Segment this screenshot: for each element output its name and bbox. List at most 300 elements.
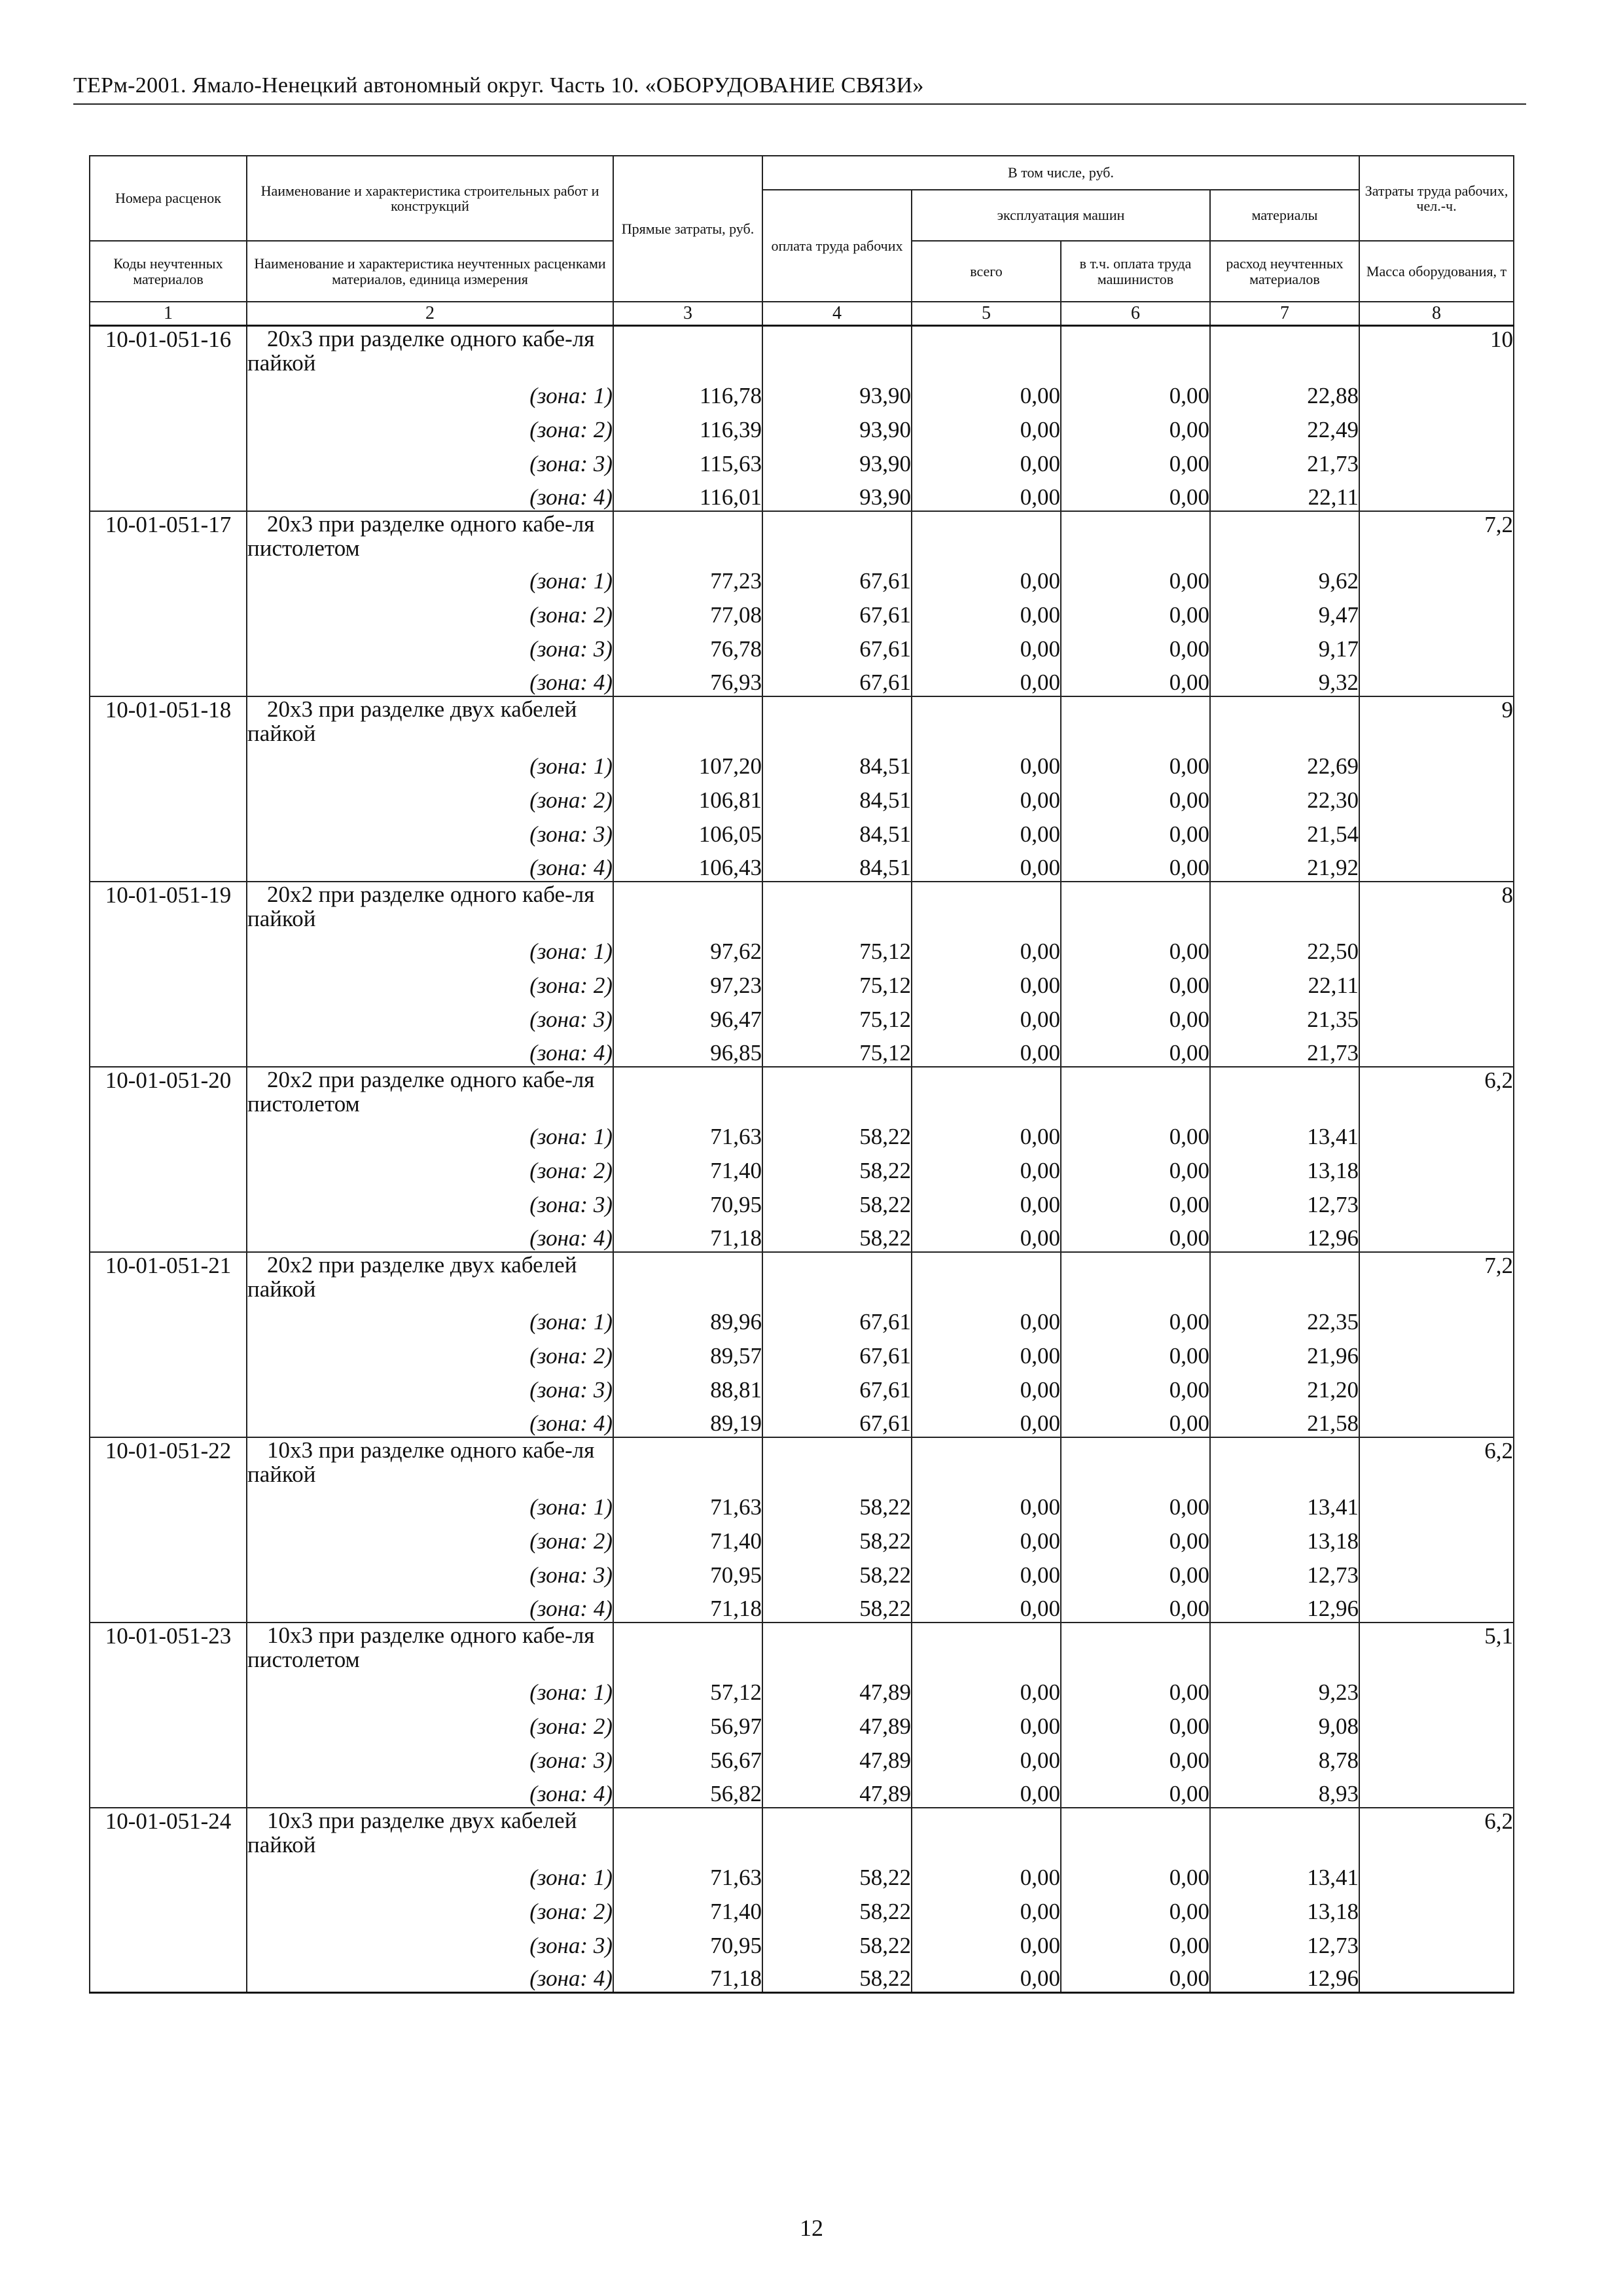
worker-pay-value: 67,61 <box>762 1369 912 1403</box>
col-unaccounted-materials: расход неучтенных материалов <box>1210 241 1359 302</box>
operator-pay-value: 0,00 <box>1061 1672 1210 1706</box>
direct-costs-value: 56,67 <box>613 1740 762 1774</box>
rate-code: 10-01-051-20 <box>90 1067 247 1116</box>
col-material-names: Наименование и характеристика неучтенных расценками материалов, единица измерения <box>247 241 613 302</box>
empty-cell <box>90 443 247 477</box>
empty-cell <box>762 325 912 375</box>
zone-label: (зона: 3) <box>247 1369 613 1403</box>
zone-row <box>90 560 1514 594</box>
empty-cell <box>912 1808 1061 1857</box>
zone-label: (зона: 4) <box>247 477 613 511</box>
zone-row <box>90 1740 1514 1774</box>
zone-label: (зона: 3) <box>247 1184 613 1218</box>
empty-cell <box>90 1520 247 1554</box>
machine-total-value: 0,00 <box>912 1891 1061 1925</box>
empty-cell <box>912 511 1061 560</box>
materials-value: 13,18 <box>1210 1891 1359 1925</box>
zone-label: (зона: 1) <box>247 1857 613 1891</box>
rate-title-row <box>90 1067 1514 1116</box>
empty-cell <box>90 1774 247 1808</box>
labor-cost: 7,2 <box>1359 511 1514 560</box>
column-numbers-row <box>90 302 1514 325</box>
empty-cell <box>90 560 247 594</box>
empty-cell <box>762 1808 912 1857</box>
worker-pay-value: 47,89 <box>762 1740 912 1774</box>
empty-cell <box>90 1959 247 1993</box>
zone-label: (зона: 2) <box>247 594 613 628</box>
empty-cell <box>1061 325 1210 375</box>
empty-cell <box>90 1301 247 1335</box>
col-operator-pay: в т.ч. оплата труда машинистов <box>1061 241 1210 302</box>
materials-value: 8,93 <box>1210 1774 1359 1808</box>
empty-cell <box>1359 931 1514 965</box>
machine-total-value: 0,00 <box>912 1403 1061 1437</box>
zone-row <box>90 780 1514 814</box>
empty-cell <box>1359 1925 1514 1959</box>
worker-pay-value: 47,89 <box>762 1672 912 1706</box>
worker-pay-value: 58,22 <box>762 1959 912 1993</box>
materials-value: 9,62 <box>1210 560 1359 594</box>
empty-cell <box>1359 814 1514 848</box>
worker-pay-value: 58,22 <box>762 1116 912 1150</box>
col-worker-pay: оплата труда рабочих <box>762 190 912 302</box>
zone-label: (зона: 1) <box>247 560 613 594</box>
column-number: 6 <box>1061 302 1210 325</box>
zone-label: (зона: 2) <box>247 1706 613 1740</box>
direct-costs-value: 70,95 <box>613 1184 762 1218</box>
materials-value: 22,30 <box>1210 780 1359 814</box>
empty-cell <box>912 1623 1061 1672</box>
zone-label: (зона: 1) <box>247 745 613 780</box>
worker-pay-value: 75,12 <box>762 965 912 999</box>
machine-total-value: 0,00 <box>912 1554 1061 1588</box>
empty-cell <box>90 1857 247 1891</box>
materials-value: 22,69 <box>1210 745 1359 780</box>
empty-cell <box>1359 1033 1514 1067</box>
operator-pay-value: 0,00 <box>1061 560 1210 594</box>
labor-cost: 7,2 <box>1359 1252 1514 1301</box>
col-material-codes: Коды неучтенных материалов <box>90 241 247 302</box>
empty-cell <box>1359 477 1514 511</box>
empty-cell <box>912 1437 1061 1486</box>
machine-total-value: 0,00 <box>912 965 1061 999</box>
machine-total-value: 0,00 <box>912 477 1061 511</box>
empty-cell <box>1061 1808 1210 1857</box>
rate-code: 10-01-051-18 <box>90 696 247 745</box>
empty-cell <box>1359 780 1514 814</box>
worker-pay-value: 67,61 <box>762 662 912 696</box>
labor-cost: 6,2 <box>1359 1437 1514 1486</box>
column-number: 3 <box>613 302 762 325</box>
labor-cost: 6,2 <box>1359 1067 1514 1116</box>
zone-row <box>90 662 1514 696</box>
worker-pay-value: 58,22 <box>762 1891 912 1925</box>
worker-pay-value: 75,12 <box>762 999 912 1033</box>
zone-row <box>90 1520 1514 1554</box>
empty-cell <box>1359 1554 1514 1588</box>
materials-value: 9,17 <box>1210 628 1359 662</box>
empty-cell <box>90 1706 247 1740</box>
zone-label: (зона: 4) <box>247 1403 613 1437</box>
zone-label: (зона: 2) <box>247 409 613 443</box>
zone-label: (зона: 4) <box>247 848 613 882</box>
column-number: 5 <box>912 302 1061 325</box>
operator-pay-value: 0,00 <box>1061 1218 1210 1252</box>
machine-total-value: 0,00 <box>912 1857 1061 1891</box>
worker-pay-value: 84,51 <box>762 780 912 814</box>
operator-pay-value: 0,00 <box>1061 1520 1210 1554</box>
empty-cell <box>1359 443 1514 477</box>
zone-label: (зона: 4) <box>247 1588 613 1623</box>
direct-costs-value: 71,40 <box>613 1150 762 1184</box>
empty-cell <box>613 882 762 931</box>
materials-value: 21,20 <box>1210 1369 1359 1403</box>
materials-value: 12,73 <box>1210 1184 1359 1218</box>
worker-pay-value: 58,22 <box>762 1184 912 1218</box>
materials-value: 9,47 <box>1210 594 1359 628</box>
direct-costs-value: 71,63 <box>613 1857 762 1891</box>
zone-row <box>90 594 1514 628</box>
empty-cell <box>1061 882 1210 931</box>
zone-row <box>90 848 1514 882</box>
zone-label: (зона: 2) <box>247 780 613 814</box>
empty-cell <box>90 965 247 999</box>
zone-row <box>90 375 1514 409</box>
empty-cell <box>613 325 762 375</box>
column-number: 2 <box>247 302 613 325</box>
empty-cell <box>1210 1067 1359 1116</box>
machine-total-value: 0,00 <box>912 999 1061 1033</box>
zone-label: (зона: 4) <box>247 1218 613 1252</box>
operator-pay-value: 0,00 <box>1061 1959 1210 1993</box>
direct-costs-value: 96,85 <box>613 1033 762 1067</box>
worker-pay-value: 93,90 <box>762 477 912 511</box>
materials-value: 9,23 <box>1210 1672 1359 1706</box>
empty-cell <box>912 325 1061 375</box>
worker-pay-value: 84,51 <box>762 848 912 882</box>
zone-row <box>90 1369 1514 1403</box>
empty-cell <box>90 1588 247 1623</box>
empty-cell <box>1359 628 1514 662</box>
operator-pay-value: 0,00 <box>1061 443 1210 477</box>
column-number: 1 <box>90 302 247 325</box>
materials-value: 12,73 <box>1210 1925 1359 1959</box>
operator-pay-value: 0,00 <box>1061 662 1210 696</box>
empty-cell <box>90 999 247 1033</box>
col-machine-ops: эксплуатация машин <box>912 190 1210 241</box>
operator-pay-value: 0,00 <box>1061 1301 1210 1335</box>
materials-value: 8,78 <box>1210 1740 1359 1774</box>
empty-cell <box>1359 1369 1514 1403</box>
column-number: 7 <box>1210 302 1359 325</box>
direct-costs-value: 97,62 <box>613 931 762 965</box>
empty-cell <box>613 1437 762 1486</box>
direct-costs-value: 115,63 <box>613 443 762 477</box>
direct-costs-value: 97,23 <box>613 965 762 999</box>
worker-pay-value: 75,12 <box>762 931 912 965</box>
col-total: всего <box>912 241 1061 302</box>
zone-row <box>90 1891 1514 1925</box>
zone-row <box>90 1925 1514 1959</box>
empty-cell <box>1359 1218 1514 1252</box>
machine-total-value: 0,00 <box>912 1774 1061 1808</box>
materials-value: 22,50 <box>1210 931 1359 965</box>
zone-label: (зона: 1) <box>247 375 613 409</box>
zone-label: (зона: 2) <box>247 1891 613 1925</box>
machine-total-value: 0,00 <box>912 931 1061 965</box>
zone-label: (зона: 3) <box>247 814 613 848</box>
empty-cell <box>90 780 247 814</box>
empty-cell <box>1359 745 1514 780</box>
materials-value: 21,54 <box>1210 814 1359 848</box>
rate-title: 20х3 при разделке двух кабелей пайкой <box>247 696 613 745</box>
direct-costs-value: 71,18 <box>613 1218 762 1252</box>
rate-title: 20х2 при разделке одного кабе-ля пайкой <box>247 882 613 931</box>
page-header: ТЕРм-2001. Ямало-Ненецкий автономный округ. Часть 10. «ОБОРУДОВАНИЕ СВЯЗИ» <box>73 73 1526 105</box>
operator-pay-value: 0,00 <box>1061 1740 1210 1774</box>
empty-cell <box>613 511 762 560</box>
empty-cell <box>1359 1335 1514 1369</box>
empty-cell <box>613 1808 762 1857</box>
zone-row <box>90 814 1514 848</box>
empty-cell <box>90 409 247 443</box>
empty-cell <box>1359 409 1514 443</box>
direct-costs-value: 106,43 <box>613 848 762 882</box>
worker-pay-value: 75,12 <box>762 1033 912 1067</box>
materials-value: 13,18 <box>1210 1520 1359 1554</box>
empty-cell <box>90 477 247 511</box>
operator-pay-value: 0,00 <box>1061 814 1210 848</box>
materials-value: 12,96 <box>1210 1218 1359 1252</box>
worker-pay-value: 67,61 <box>762 1335 912 1369</box>
direct-costs-value: 76,78 <box>613 628 762 662</box>
empty-cell <box>90 1033 247 1067</box>
machine-total-value: 0,00 <box>912 1033 1061 1067</box>
empty-cell <box>1359 999 1514 1033</box>
direct-costs-value: 116,01 <box>613 477 762 511</box>
zone-label: (зона: 2) <box>247 1335 613 1369</box>
empty-cell <box>1359 1959 1514 1993</box>
operator-pay-value: 0,00 <box>1061 745 1210 780</box>
empty-cell <box>1061 1437 1210 1486</box>
empty-cell <box>1210 511 1359 560</box>
worker-pay-value: 58,22 <box>762 1925 912 1959</box>
rate-title-row <box>90 1808 1514 1857</box>
worker-pay-value: 93,90 <box>762 375 912 409</box>
page-number: 12 <box>800 2215 823 2241</box>
rate-title: 10х3 при разделке двух кабелей пайкой <box>247 1808 613 1857</box>
operator-pay-value: 0,00 <box>1061 1925 1210 1959</box>
rate-title-row <box>90 882 1514 931</box>
rate-code: 10-01-051-19 <box>90 882 247 931</box>
empty-cell <box>762 1623 912 1672</box>
operator-pay-value: 0,00 <box>1061 1116 1210 1150</box>
empty-cell <box>1061 511 1210 560</box>
direct-costs-value: 71,63 <box>613 1486 762 1520</box>
direct-costs-value: 71,40 <box>613 1520 762 1554</box>
rate-code: 10-01-051-24 <box>90 1808 247 1857</box>
zone-label: (зона: 1) <box>247 931 613 965</box>
empty-cell <box>90 1369 247 1403</box>
machine-total-value: 0,00 <box>912 780 1061 814</box>
rate-code: 10-01-051-22 <box>90 1437 247 1486</box>
operator-pay-value: 0,00 <box>1061 848 1210 882</box>
rate-title-row <box>90 511 1514 560</box>
rate-title-row <box>90 1437 1514 1486</box>
empty-cell <box>1359 1184 1514 1218</box>
direct-costs-value: 71,40 <box>613 1891 762 1925</box>
empty-cell <box>1359 1403 1514 1437</box>
machine-total-value: 0,00 <box>912 1959 1061 1993</box>
operator-pay-value: 0,00 <box>1061 628 1210 662</box>
empty-cell <box>1359 1520 1514 1554</box>
zone-row <box>90 1959 1514 1993</box>
operator-pay-value: 0,00 <box>1061 1486 1210 1520</box>
materials-value: 21,73 <box>1210 443 1359 477</box>
empty-cell <box>762 1252 912 1301</box>
zone-row <box>90 1116 1514 1150</box>
zone-row <box>90 1033 1514 1067</box>
direct-costs-value: 77,23 <box>613 560 762 594</box>
empty-cell <box>90 848 247 882</box>
empty-cell <box>1359 1706 1514 1740</box>
rates-table <box>89 155 1514 1994</box>
materials-value: 21,58 <box>1210 1403 1359 1437</box>
materials-value: 9,32 <box>1210 662 1359 696</box>
materials-value: 21,73 <box>1210 1033 1359 1067</box>
empty-cell <box>1359 662 1514 696</box>
zone-row <box>90 1486 1514 1520</box>
empty-cell <box>90 375 247 409</box>
zone-label: (зона: 1) <box>247 1486 613 1520</box>
operator-pay-value: 0,00 <box>1061 1033 1210 1067</box>
empty-cell <box>762 511 912 560</box>
labor-cost: 5,1 <box>1359 1623 1514 1672</box>
zone-row <box>90 628 1514 662</box>
machine-total-value: 0,00 <box>912 1520 1061 1554</box>
rate-title: 20х2 при разделке двух кабелей пайкой <box>247 1252 613 1301</box>
zone-row <box>90 409 1514 443</box>
machine-total-value: 0,00 <box>912 662 1061 696</box>
empty-cell <box>1359 594 1514 628</box>
worker-pay-value: 58,22 <box>762 1486 912 1520</box>
materials-value: 13,41 <box>1210 1486 1359 1520</box>
empty-cell <box>1359 1857 1514 1891</box>
col-labor-costs: Затраты труда рабочих, чел.-ч. <box>1359 156 1514 241</box>
rate-title: 20х2 при разделке одного кабе-ля пистолетом <box>247 1067 613 1116</box>
rate-title-row <box>90 1623 1514 1672</box>
machine-total-value: 0,00 <box>912 1301 1061 1335</box>
empty-cell <box>90 1150 247 1184</box>
operator-pay-value: 0,00 <box>1061 780 1210 814</box>
zone-row <box>90 477 1514 511</box>
empty-cell <box>1359 1740 1514 1774</box>
materials-value: 12,73 <box>1210 1554 1359 1588</box>
empty-cell <box>90 594 247 628</box>
empty-cell <box>762 1437 912 1486</box>
empty-cell <box>1359 1301 1514 1335</box>
direct-costs-value: 89,19 <box>613 1403 762 1437</box>
zone-row <box>90 999 1514 1033</box>
empty-cell <box>1359 1486 1514 1520</box>
direct-costs-value: 76,93 <box>613 662 762 696</box>
zone-label: (зона: 4) <box>247 1033 613 1067</box>
machine-total-value: 0,00 <box>912 443 1061 477</box>
operator-pay-value: 0,00 <box>1061 375 1210 409</box>
empty-cell <box>613 1623 762 1672</box>
zone-row <box>90 1301 1514 1335</box>
worker-pay-value: 67,61 <box>762 594 912 628</box>
zone-row <box>90 1403 1514 1437</box>
direct-costs-value: 88,81 <box>613 1369 762 1403</box>
operator-pay-value: 0,00 <box>1061 999 1210 1033</box>
machine-total-value: 0,00 <box>912 1116 1061 1150</box>
machine-total-value: 0,00 <box>912 375 1061 409</box>
zone-row <box>90 1857 1514 1891</box>
col-work-name: Наименование и характеристика строительных работ и конструкций <box>247 156 613 241</box>
empty-cell <box>90 1740 247 1774</box>
direct-costs-value: 96,47 <box>613 999 762 1033</box>
empty-cell <box>90 1486 247 1520</box>
zone-row <box>90 1706 1514 1740</box>
worker-pay-value: 67,61 <box>762 1301 912 1335</box>
operator-pay-value: 0,00 <box>1061 1706 1210 1740</box>
zone-row <box>90 1588 1514 1623</box>
zone-row <box>90 1150 1514 1184</box>
materials-value: 9,08 <box>1210 1706 1359 1740</box>
machine-total-value: 0,00 <box>912 1672 1061 1706</box>
worker-pay-value: 58,22 <box>762 1857 912 1891</box>
zone-row <box>90 1672 1514 1706</box>
zone-label: (зона: 3) <box>247 1554 613 1588</box>
zone-label: (зона: 4) <box>247 1774 613 1808</box>
machine-total-value: 0,00 <box>912 560 1061 594</box>
zone-label: (зона: 2) <box>247 965 613 999</box>
empty-cell <box>90 1184 247 1218</box>
col-materials: материалы <box>1210 190 1359 241</box>
zone-label: (зона: 4) <box>247 662 613 696</box>
rate-title-row <box>90 696 1514 745</box>
worker-pay-value: 58,22 <box>762 1218 912 1252</box>
empty-cell <box>912 882 1061 931</box>
operator-pay-value: 0,00 <box>1061 409 1210 443</box>
worker-pay-value: 58,22 <box>762 1554 912 1588</box>
empty-cell <box>1061 1623 1210 1672</box>
empty-cell <box>1359 848 1514 882</box>
worker-pay-value: 67,61 <box>762 1403 912 1437</box>
empty-cell <box>912 1252 1061 1301</box>
empty-cell <box>1359 1588 1514 1623</box>
labor-cost: 8 <box>1359 882 1514 931</box>
machine-total-value: 0,00 <box>912 1925 1061 1959</box>
machine-total-value: 0,00 <box>912 848 1061 882</box>
materials-value: 22,88 <box>1210 375 1359 409</box>
machine-total-value: 0,00 <box>912 1486 1061 1520</box>
rate-code: 10-01-051-21 <box>90 1252 247 1301</box>
column-number: 4 <box>762 302 912 325</box>
empty-cell <box>613 1067 762 1116</box>
worker-pay-value: 93,90 <box>762 443 912 477</box>
operator-pay-value: 0,00 <box>1061 1335 1210 1369</box>
machine-total-value: 0,00 <box>912 1335 1061 1369</box>
machine-total-value: 0,00 <box>912 628 1061 662</box>
direct-costs-value: 116,78 <box>613 375 762 409</box>
machine-total-value: 0,00 <box>912 1184 1061 1218</box>
rate-title-row <box>90 1252 1514 1301</box>
zone-row <box>90 1218 1514 1252</box>
empty-cell <box>1359 375 1514 409</box>
direct-costs-value: 71,18 <box>613 1959 762 1993</box>
